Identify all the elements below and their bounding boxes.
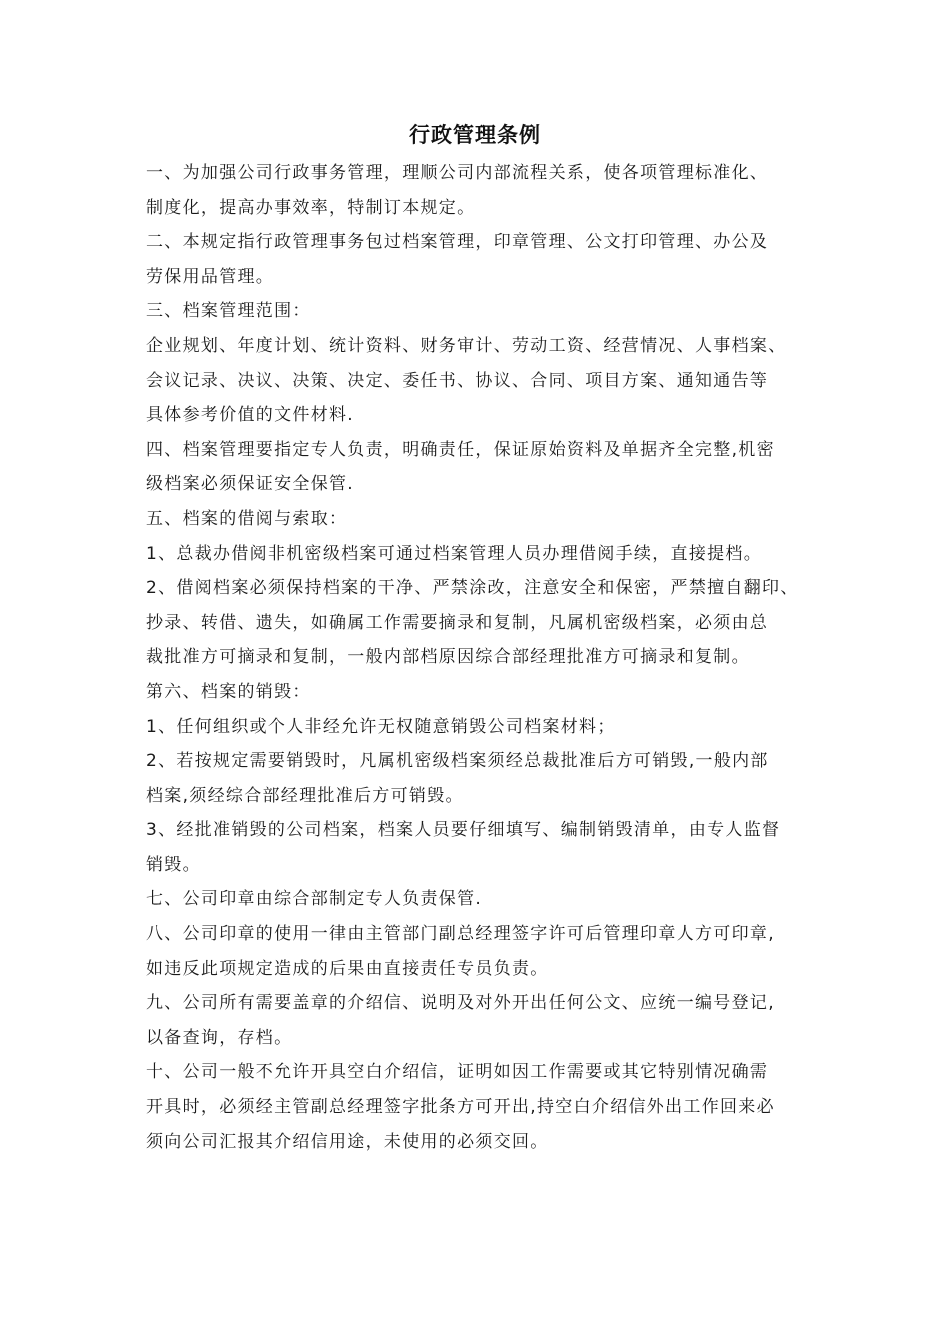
document-line: 以备查询，存档。: [146, 1027, 293, 1048]
document-line: 1、总裁办借阅非机密级档案可通过档案管理人员办理借阅手续，直接提档。: [146, 543, 763, 564]
document-line: 一、为加强公司行政事务管理，理顺公司内部流程关系，使各项管理标准化、: [146, 163, 769, 183]
document-line: 开具时，必须经主管副总经理签字批条方可开出,持空白介绍信外出工作回来必: [146, 1097, 775, 1118]
document-line: 具体参考价值的文件材料.: [146, 405, 355, 426]
document-line: 2、若按规定需要销毁时，凡属机密级档案须经总裁批准后方可销毁,一般内部: [146, 751, 769, 772]
document-title: 行政管理条例: [409, 123, 541, 147]
document-line: 四、档案管理要指定专人负责，明确责任，保证原始资料及单据齐全完整,机密: [146, 439, 775, 460]
document-line: 十、公司一般不允许开具空白介绍信，证明如因工作需要或其它特别情况确需: [146, 1062, 769, 1083]
document-line: 档案,须经综合部经理批准后方可销毁。: [146, 785, 464, 806]
document-line: 劳保用品管理。: [146, 266, 275, 287]
document-body: [146, 156, 812, 1159]
document-line: 抄录、转借、遗失，如确属工作需要摘录和复制，凡属机密级档案，必须由总: [146, 612, 769, 633]
document-line: 1、任何组织或个人非经允许无权随意销毁公司档案材料；: [146, 716, 616, 737]
document-line: 七、公司印章由综合部制定专人负责保管.: [146, 889, 483, 910]
document-line: 二、本规定指行政管理事务包过档案管理，印章管理、公文打印管理、办公及: [146, 232, 769, 253]
document-line: 2、借阅档案必须保持档案的干净、严禁涂改，注意安全和保密，严禁擅自翻印、: [146, 578, 799, 599]
document-line: 企业规划、年度计划、统计资料、财务审计、劳动工资、经营情况、人事档案、: [146, 335, 787, 356]
document-line: 须向公司汇报其介绍信用途，未使用的必须交回。: [146, 1131, 549, 1152]
document-line: 裁批准方可摘录和复制，一般内部档原因综合部经理批准方可摘录和复制。: [146, 647, 750, 668]
document-line: 九、公司所有需要盖章的介绍信、说明及对外开出任何公文、应统一编号登记,: [146, 993, 775, 1014]
document-line: 八、公司印章的使用一律由主管部门副总经理签字许可后管理印章人方可印章,: [146, 924, 775, 945]
document-line: 如违反此项规定造成的后果由直接责任专员负责。: [146, 958, 549, 979]
document-line: 级档案必须保证安全保管.: [146, 474, 355, 495]
document-line: 三、档案管理范围：: [146, 301, 311, 322]
document-line: 3、经批准销毁的公司档案，档案人员要仔细填写、编制销毁清单，由专人监督: [146, 820, 781, 841]
document-line: 制度化，提高办事效率，特制订本规定。: [146, 197, 476, 218]
document-line: 销毁。: [146, 854, 201, 875]
document-line: 五、档案的借阅与索取：: [146, 508, 348, 529]
document-line: 会议记录、决议、决策、决定、委任书、协议、合同、项目方案、通知通告等: [146, 370, 769, 391]
document-line: 第六、档案的销毁：: [146, 681, 311, 702]
